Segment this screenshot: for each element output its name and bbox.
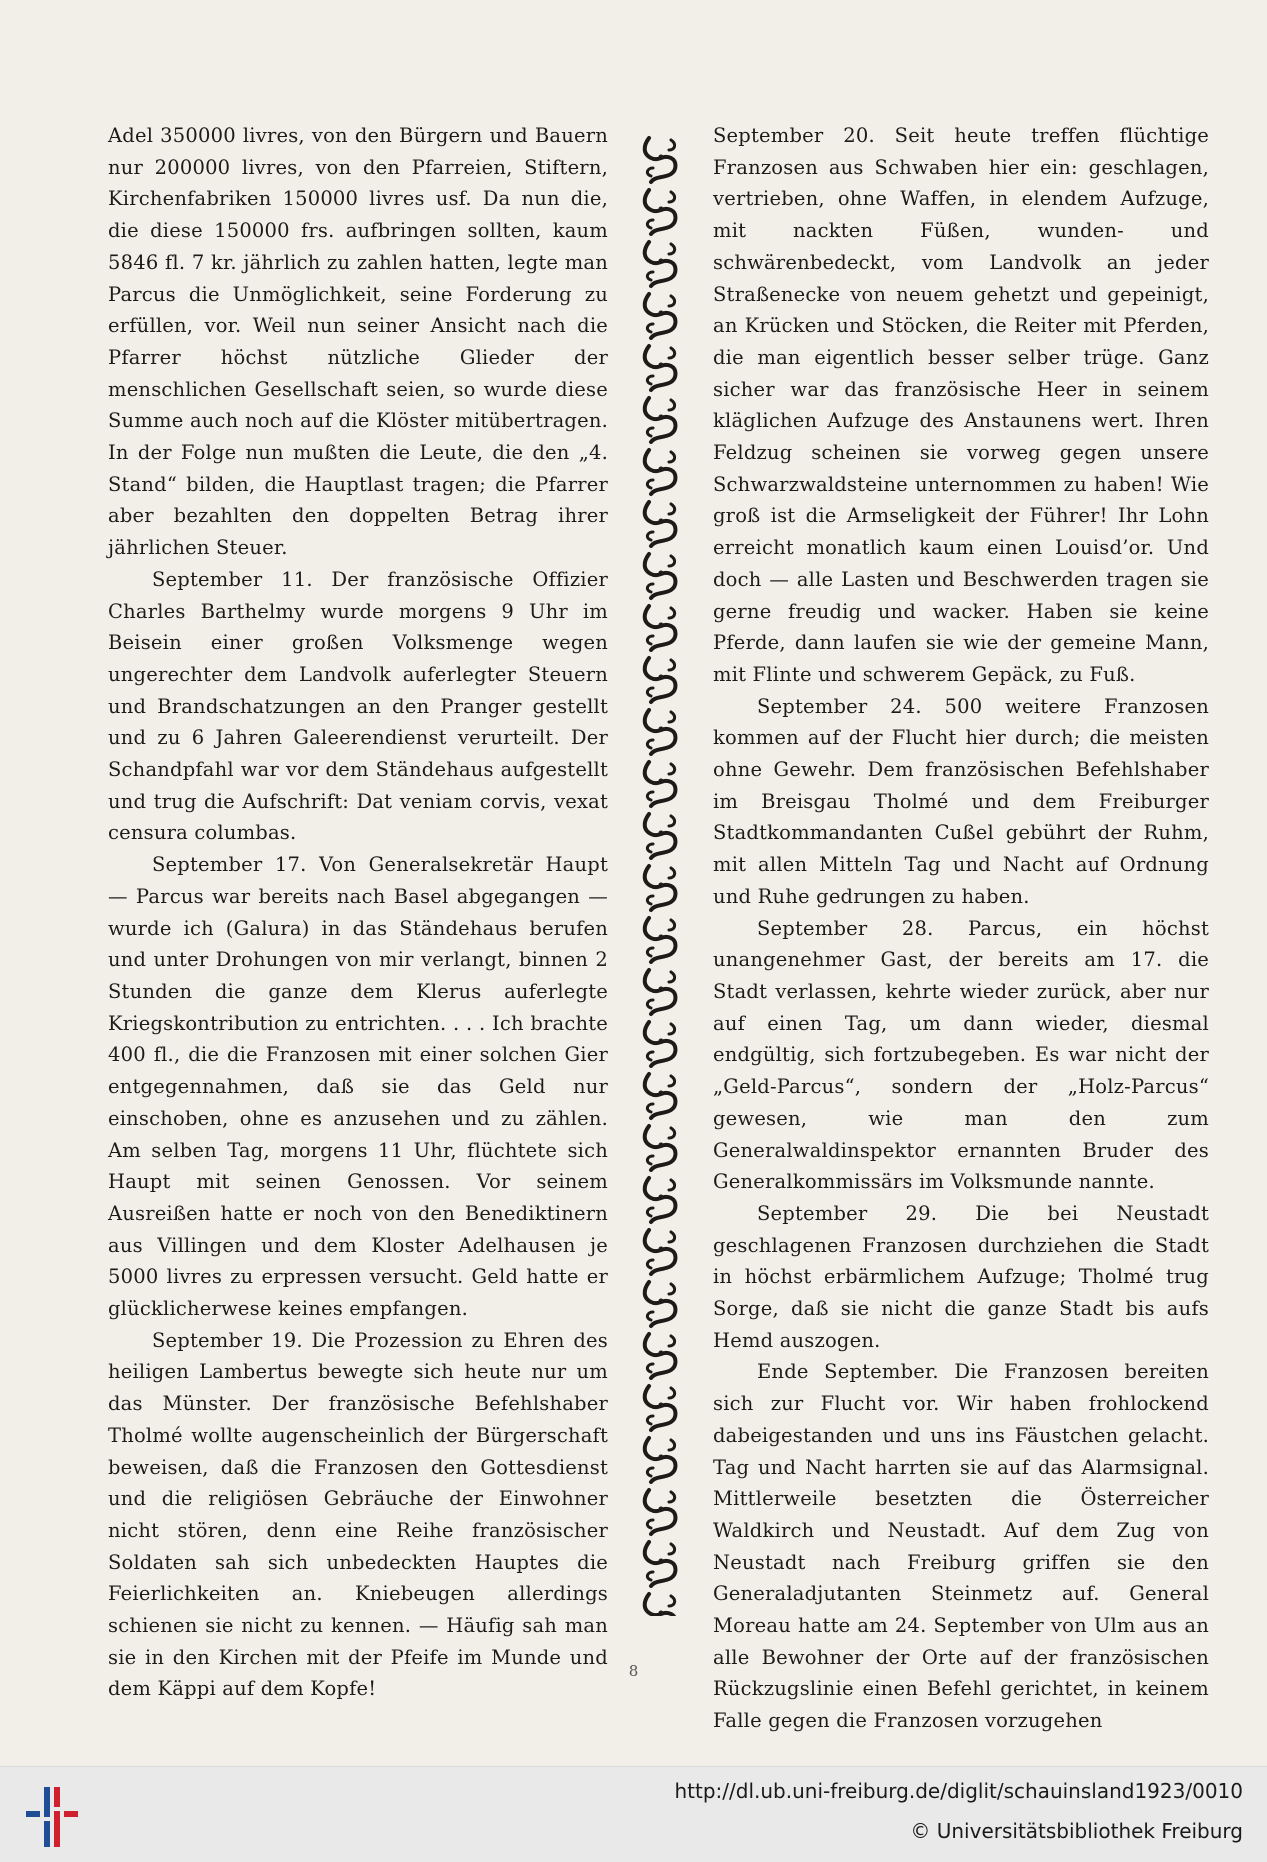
- paragraph: Adel 350000 livres, von den Bürgern und Bauern nur 200000 livres, von den Pfarreien, Stiftern, Kirchenfabriken 150000 livres usf. Da nun die, die diese 150000 frs. aufbringen sollten, kaum 5846 fl. 7 kr. jährlich zu zahlen hatten, legte man Parcus die Unmöglichkeit, seine Forderung zu erfüllen, vor. Weil nun seiner Ansicht nach die Pfarrer höchst nützliche Glieder der menschlichen Gesellschaft seien, so wurde diese Summe auch noch auf die Klöster mitübertragen. In der Folge nun mußten die Leute, die den „4. Stand“ bilden, die Hauptlast tragen; die Pfarrer aber bezahlten den doppelten Betrag ihrer jährlichen Steuer.: [108, 124, 608, 560]
- ornament-motif: [645, 1490, 676, 1534]
- paragraph: September 11. Der französische Offizier Charles Barthelmy wurde morgens 9 Uhr im Beisein einer großen Volksmenge wegen ungerechter dem Landvolk auferlegter Steuern und Brandschatzungen an den Pranger gestellt und zu 6 Jahren Galeerendienst verurteilt. Der Schandpfahl war vor dem Ständehaus aufgestellt und trug die Aufschrift: Dat veniam corvis, vexat censura columbas.: [108, 567, 608, 845]
- source-url-link[interactable]: http://dl.ub.uni-freiburg.de/diglit/schauinsland1923/0010: [674, 1779, 1243, 1803]
- ornamental-column-divider: [641, 134, 681, 1616]
- paragraph: September 19. Die Prozession zu Ehren des heiligen Lambertus bewegte sich heute nur um das Münster. Der französische Befehlshaber Tholmé wollte augenscheinlich der Bürgerschaft beweisen, daß die Franzosen den Gottesdienst und die religiösen Gebräuche der Einwohner nicht stören, denn eine Reihe französischer Soldaten sah sich unbedeckten Hauptes die Feierlichkeiten an. Kniebeugen allerdings schienen sie nicht zu kennen. — Häufig sah man sie in den Kirchen mit der Pfeife im Munde und dem Käppi auf dem Kopfe!: [108, 1328, 608, 1701]
- ornament-motif: [645, 398, 676, 442]
- paragraph: Ende September. Die Franzosen bereiten sich zur Flucht vor. Wir haben frohlockend dabeigestanden und uns ins Fäustchen gelacht. Tag und Nacht harrten sie auf das Alarmsignal. Mittlerweile besetzten die Österreicher Waldkirch und Neustadt. Auf dem Zug von Neustadt nach Freiburg griffen sie den Generaladjutanten Steinmetz auf. General Moreau hatte am 24. September von Ulm aus an alle Bewohner der Orte auf der französischen Rückzugslinie einen Befehl gerichtet, in keinem Falle gegen die Franzosen vorzugehen: [713, 1360, 1209, 1733]
- ornament-motif: [645, 1074, 676, 1118]
- ornament-motif: [645, 1022, 676, 1066]
- ornament-motif: [645, 762, 676, 806]
- ornament-motif: [645, 1230, 676, 1274]
- paragraph: September 29. Die bei Neustadt geschlagenen Franzosen durchziehen die Stadt in höchst erbärmlichem Aufzuge; Tholmé trug Sorge, daß sie nicht die ganze Stadt bis aufs Hemd auszogen.: [713, 1201, 1209, 1352]
- ornament-motif: [645, 1542, 676, 1586]
- right-text-column: [713, 120, 1209, 1737]
- paragraph: September 28. Parcus, ein höchst unangenehmer Gast, der bereits am 17. die Stadt verlassen, kehrte wieder zurück, aber nur auf einen Tag, um dann wieder, diesmal endgültig, sich fortzubegeben. Es war nicht der „Geld-Parcus“, sondern der „Holz-Parcus“ gewesen, wie man den zum Generalwaldinspektor ernannten Bruder des Generalkommissärs im Volksmunde nannte.: [713, 916, 1209, 1194]
- ornament-motif: [645, 1282, 676, 1326]
- ornament-motif: [645, 138, 676, 182]
- left-text-column: [108, 120, 608, 1705]
- university-library-logo-icon: [22, 1781, 82, 1853]
- ornament-motif: [645, 814, 676, 858]
- ornament-motif: [645, 346, 676, 390]
- ornament-motif: [645, 1178, 676, 1222]
- ornament-motif: [645, 1386, 676, 1430]
- ornament-motif: [645, 606, 676, 650]
- ornament-motif: [645, 1334, 676, 1378]
- footer-bar: [0, 1766, 1267, 1862]
- ornament-motif: [645, 970, 676, 1014]
- ornament-motif: [645, 450, 676, 494]
- ornament-motif: [645, 554, 676, 598]
- ornament-motif: [645, 1594, 676, 1616]
- ornament-motif: [645, 190, 676, 234]
- paragraph: September 24. 500 weitere Franzosen kommen auf der Flucht hier durch; die meisten ohne Gewehr. Dem französischen Befehlshaber im Breisgau Tholmé und dem Freiburger Stadtkommandanten Cußel gebührt der Ruhm, mit allen Mitteln Tag und Nacht auf Ordnung und Ruhe gedrungen zu haben.: [713, 694, 1209, 908]
- copyright-notice: © Universitätsbibliothek Freiburg: [910, 1819, 1243, 1843]
- paragraph: September 20. Seit heute treffen flüchtige Franzosen aus Schwaben hier ein: geschlagen, vertrieben, ohne Waffen, in elendem Aufzuge, mit nackten Füßen, wunden- und schwärenbedeckt, vom Landvolk an jeder Straßenecke von neuem gehetzt und gepeinigt, an Krücken und Stöcken, die Reiter mit Pferden, die man eigentlich besser selber trüge. Ganz sicher war das französische Heer in seinem kläglichen Aufzuge des Anstaunens wert. Ihren Feldzug scheinen sie vorweg gegen unsere Schwarzwaldsteine unternommen zu haben! Wie groß ist die Armseligkeit der Führer! Ihr Lohn erreicht monatlich kaum einen Louisd’or. Und doch — alle Lasten und Beschwerden tragen sie gerne freudig und wacker. Haben sie keine Pferde, dann laufen sie wie der gemeine Mann, mit Flinte und schwerem Gepäck, zu Fuß.: [713, 124, 1209, 686]
- ornament-motif: [645, 918, 676, 962]
- ornament-motif: [645, 658, 676, 702]
- ornament-motif: [645, 1126, 676, 1170]
- ornament-motif: [645, 710, 676, 754]
- ornament-motif: [645, 502, 676, 546]
- ornament-motif: [645, 866, 676, 910]
- page-number: 8: [628, 1662, 639, 1680]
- ornament-motif: [645, 294, 676, 338]
- ornament-motif: [645, 242, 676, 286]
- ornament-motif: [645, 1438, 676, 1482]
- paragraph: September 17. Von Generalsekretär Haupt — Parcus war bereits nach Basel abgegangen — wurde ich (Galura) in das Ständehaus berufen und unter Drohungen von mir verlangt, binnen 2 Stunden die ganze dem Klerus auferlegte Kriegskontribution zu entrichten. . . . Ich brachte 400 fl., die die Franzosen mit einer solchen Gier entgegennahmen, daß sie das Geld nur einschoben, ohne es anzusehen und zu zählen. Am selben Tag, morgens 11 Uhr, flüchtete sich Haupt mit seinen Genossen. Vor seinem Ausreißen hatte er noch von den Benediktinern aus Villingen und dem Kloster Adelhausen je 5000 livres zu erpressen versucht. Geld hatte er glücklicherwese keines empfangen.: [108, 853, 608, 1321]
